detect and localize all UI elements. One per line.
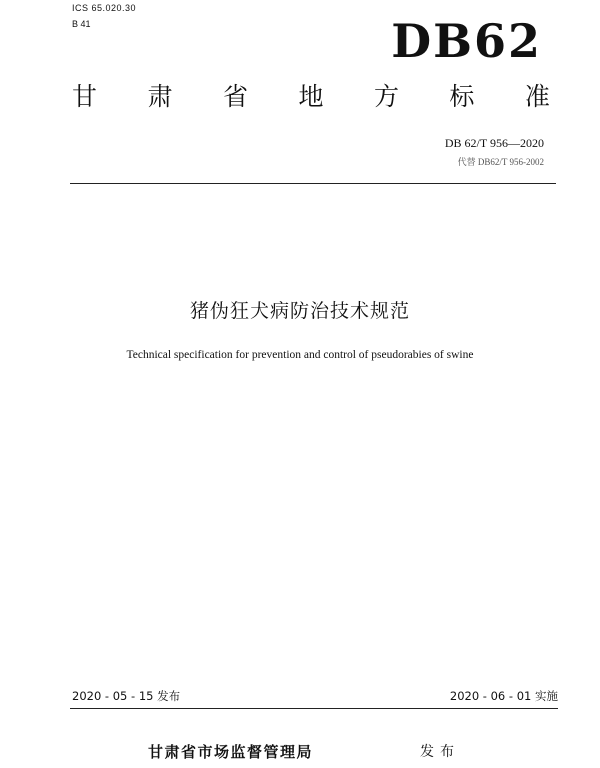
replaces-standard: 代替 DB62/T 956-2002 — [457, 157, 544, 167]
top-divider — [70, 183, 556, 184]
ics-code: ICS 65.020.30 — [72, 3, 137, 13]
standard-type-char: 省 — [222, 82, 248, 111]
standard-type-char: 甘 — [72, 82, 98, 111]
issuing-authority: 甘肃省市场监督管理局 — [148, 743, 314, 761]
standard-type-char: 方 — [373, 82, 399, 111]
issue-date: 2020 - 05 - 15 发布 — [72, 689, 181, 703]
bottom-divider — [70, 708, 558, 709]
standard-type-char: 准 — [524, 82, 550, 111]
standard-type-char: 地 — [298, 82, 324, 111]
ccs-code: B 41 — [72, 19, 91, 29]
standard-number: DB 62/T 956—2020 — [444, 136, 544, 150]
standard-type-char: 肃 — [147, 82, 173, 111]
issue-label: 发布 — [420, 744, 460, 760]
standard-type-heading — [72, 84, 550, 109]
document-title-english: Technical specification for prevention and control of pseudorabies of swine — [126, 349, 474, 361]
db-logo: DB62 — [391, 14, 542, 68]
implementation-date: 2020 - 06 - 01 实施 — [449, 689, 558, 703]
standard-type-char: 标 — [449, 82, 475, 111]
document-title-chinese: 猪伪狂犬病防治技术规范 — [189, 300, 410, 322]
